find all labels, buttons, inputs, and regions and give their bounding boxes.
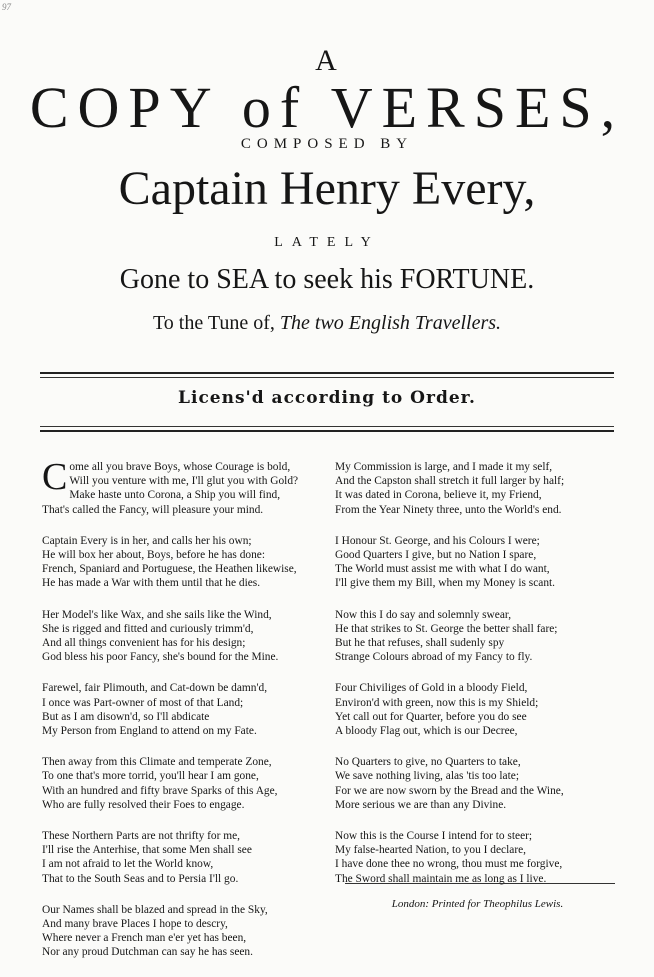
verse-line: Yet call out for Quarter, before you do see — [335, 710, 527, 723]
verse-line: God bless his poor Fancy, she's bound for the Mine. — [42, 651, 279, 664]
verse-line: Then away from this Climate and temperate Zone, — [42, 756, 272, 769]
verse-line: That to the South Seas and to Persia I'll go. — [42, 872, 239, 885]
verse-line: My Commission is large, and I made it my self, — [335, 461, 553, 473]
top-rule — [40, 372, 614, 374]
left-stanza — [42, 829, 332, 886]
title-composed-by: COMPOSED BY — [240, 136, 414, 152]
verse-line: The World must assist me with what I do want, — [335, 563, 550, 576]
drop-cap: C — [42, 456, 68, 498]
verse-line: I Honour St. George, and his Colours I were; — [335, 534, 540, 547]
right-stanza — [335, 608, 620, 665]
verse-line: No Quarters to give, no Quarters to take, — [335, 756, 521, 769]
verse-line: He will box her about, Boys, before he has done: — [42, 549, 266, 562]
tune-name: The two English Travellers. — [279, 312, 502, 334]
verse-line: I'll rise the Anterhise, that some Men shall see — [42, 844, 252, 857]
verse-line: Now this is the Course I intend for to steer; — [335, 830, 533, 843]
title-copy-of-verses: COPY of VERSES, — [29, 75, 625, 140]
right-stanza — [335, 755, 620, 812]
verse-line: We save nothing living, alas 'tis too late; — [335, 770, 519, 783]
verse-line: He has made a War with them until that he dies. — [42, 577, 261, 590]
right-stanza — [335, 534, 620, 591]
verse-line: Her Model's like Wax, and she sails like the Wind, — [42, 608, 272, 621]
verse-line: ome all you brave Boys, whose Courage is bold, — [69, 461, 291, 473]
verse-line: Where never a French man e'er yet has been, — [42, 932, 247, 945]
left-stanza — [42, 534, 332, 591]
left-stanza — [42, 456, 332, 517]
verse-line: Four Chiviliges of Gold in a bloody Field, — [335, 682, 528, 695]
verse-line: To one that's more torrid, you'll hear I am gone, — [42, 770, 259, 783]
title-lately: LATELY — [274, 235, 380, 250]
imprint-rule — [345, 883, 615, 884]
verse-line: She is rigged and fitted and curiously trimm'd, — [42, 622, 254, 635]
verse-line: Nor any proud Dutchman can say he has seen. — [42, 946, 253, 959]
corner-mark: 97 — [2, 2, 11, 12]
title-author: Captain Henry Every, — [118, 162, 536, 215]
right-stanza — [335, 829, 620, 886]
title-tune — [0, 312, 654, 335]
verse-line: These Northern Parts are not thrifty for me, — [42, 830, 241, 843]
verse-line: I am not afraid to let the World know, — [42, 858, 214, 871]
left-stanza — [42, 681, 332, 738]
verse-line: Now this I do say and solemnly swear, — [335, 608, 512, 621]
verse-line: Good Quarters I give, but no Nation I spare, — [335, 549, 537, 562]
verse-line: Captain Every is in her, and calls her his own; — [42, 534, 252, 547]
verse-line: Farewel, fair Plimouth, and Cat-down be damn'd, — [42, 682, 268, 695]
verse-line: French, Spaniard and Portuguese, the Heathen likewise, — [42, 563, 297, 576]
verse-line: Make haste unto Corona, a Ship you will find, — [69, 489, 281, 502]
left-stanza — [42, 608, 332, 665]
verse-line: A bloody Flag out, which is our Decree, — [335, 725, 518, 738]
imprint: London: Printed for Theophilus Lewis. — [391, 898, 564, 910]
verse-line: Strange Colours abroad of my Fancy to fly. — [335, 651, 533, 664]
verse-line: Will you venture with me, I'll glut you with Gold? — [69, 475, 299, 488]
right-column — [335, 460, 620, 903]
right-stanza — [335, 681, 620, 738]
verse-line: That's called the Fancy, will pleasure your mind. — [42, 503, 264, 516]
verse-line: I'll give them my Bill, when my Money is scant. — [335, 577, 556, 590]
verse-line: Our Names shall be blazed and spread in the Sky, — [42, 903, 268, 916]
verse-line: With an hundred and fifty brave Sparks of this Age, — [42, 784, 278, 797]
verse-line: But as I am disown'd, so I'll abdicate — [42, 710, 210, 723]
left-column — [42, 456, 332, 977]
bottom-rule — [40, 430, 614, 432]
title-a: A — [315, 44, 339, 77]
verse-line: But he that refuses, shall sudenly spy — [335, 637, 505, 650]
verse-line: He that strikes to St. George the better shall fare; — [335, 622, 558, 635]
verse-line: And all things convenient has for his design; — [42, 637, 246, 650]
verse-line: And many brave Places I hope to descry, — [42, 918, 228, 931]
verse-line: Who are fully resolved their Foes to engage. — [42, 798, 245, 811]
verse-line: It was dated in Corona, believe it, my Friend, — [335, 489, 542, 502]
right-stanza — [335, 460, 620, 517]
bottom-rule-thin — [40, 426, 614, 427]
left-stanza — [42, 755, 332, 812]
top-rule-thin — [40, 377, 614, 378]
verse-line: And the Capston shall stretch it full larger by half; — [335, 475, 565, 488]
verse-line: My false-hearted Nation, to you I declare, — [335, 844, 527, 857]
verse-line: Environ'd with green, now this is my Shield; — [335, 696, 539, 709]
title-gone-to-sea: Gone to SEA to seek his FORTUNE. — [119, 264, 535, 295]
verse-line: My Person from England to attend on my Fate. — [42, 725, 257, 738]
verse-line: I have done thee no wrong, thou must me forgive, — [335, 858, 563, 871]
license-line: Licens'd according to Order. — [178, 388, 476, 408]
verse-line: For we are now sworn by the Bread and the Wine, — [335, 784, 564, 797]
left-stanza — [42, 903, 332, 960]
verse-line: I once was Part-owner of most of that Land; — [42, 696, 244, 709]
verse-line: More serious we are than any Divine. — [335, 798, 507, 811]
verse-line: From the Year Ninety three, unto the World's end. — [335, 503, 562, 516]
verse-line: The Sword shall maintain me as long as I live. — [335, 872, 547, 885]
tune-prefix: To the Tune of, — [152, 312, 275, 334]
